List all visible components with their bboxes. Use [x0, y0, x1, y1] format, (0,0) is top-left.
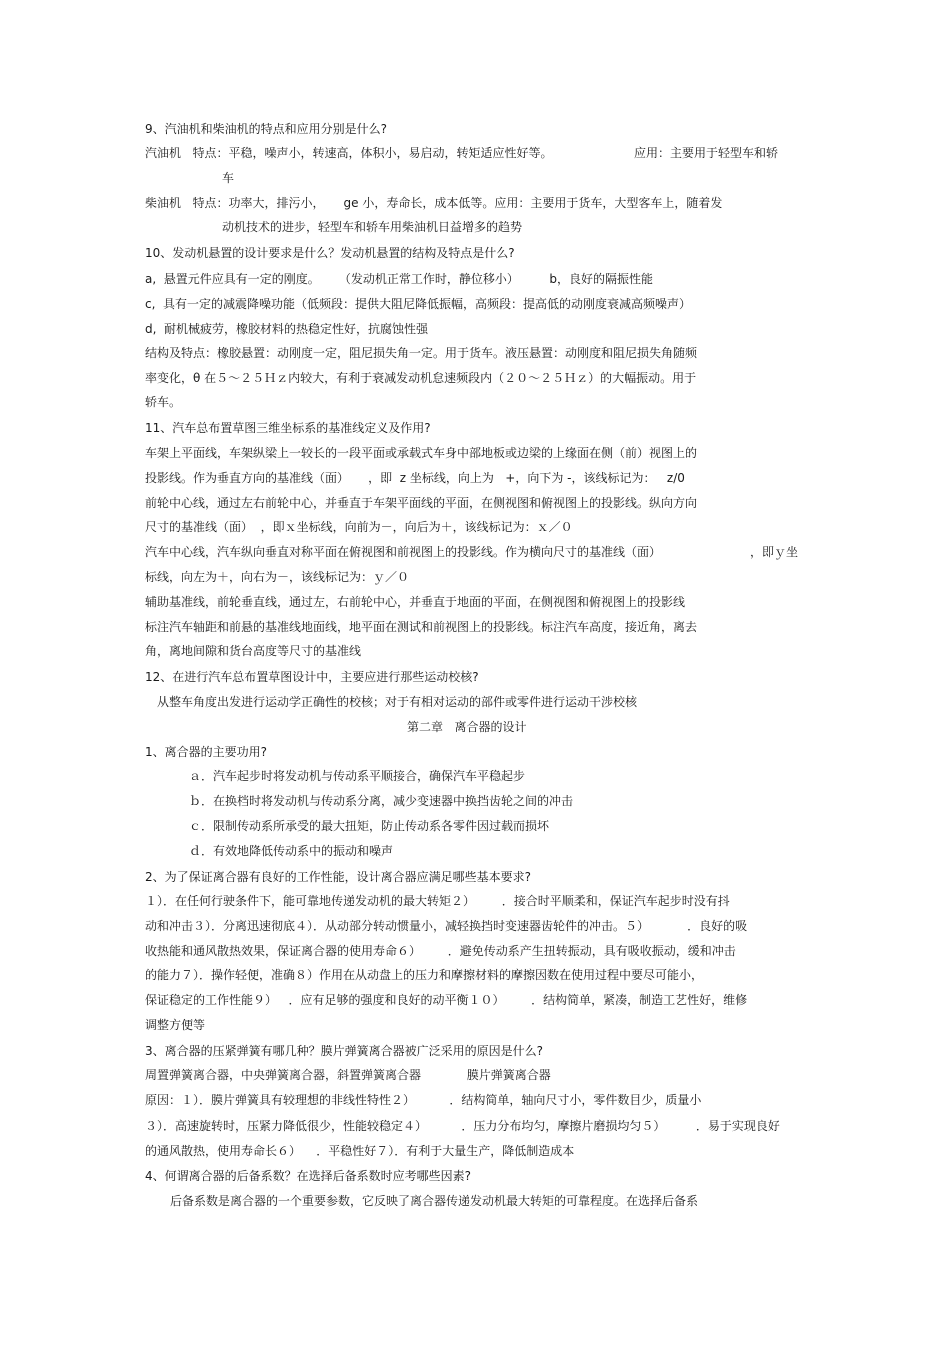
- mount-structure-line-2: 率变化，θ 在５～２５Ｈｚ内较大，有利于衰减发动机怠速频段内（２０～２５Ｈｚ）的大幅振动。用于: [145, 371, 697, 385]
- ground-line-2: 角，离地间隙和货台高度等尺寸的基准线: [145, 644, 362, 658]
- reasons-line-3: 的通风散热，使用寿命长６） ．平稳性好７）．有利于大量生产，降低制造成本: [145, 1144, 575, 1158]
- clutch-function-b: ｂ．在换档时将发动机与传动系分离，减少变速器中换挡齿轮之间的冲击: [189, 794, 574, 808]
- vehicle-centerline-line-1-tail: ，即ｙ坐: [750, 545, 799, 559]
- clutch-function-a: ａ．汽车起步时将发动机与传动系平顺接合，确保汽车平稳起步: [189, 769, 526, 783]
- backup-factor-answer: 后备系数是离合器的一个重要参数，它反映了离合器传递发动机最大转矩的可靠程度。在选择后备系: [170, 1194, 699, 1208]
- requirement-d: d, 耐机械疲劳，橡胶材料的热稳定性好，抗腐蚀性强: [145, 322, 429, 336]
- question-11-heading: 11、汽车总布置草图三维坐标系的基准线定义及作用?: [145, 421, 431, 435]
- requirements-line-4: 的能力７）．操作轻便，准确８）作用在从动盘上的压力和摩擦材料的摩擦因数在使用过程中要尽可能小，: [145, 968, 704, 982]
- mount-structure-line-3: 轿车。: [145, 395, 182, 409]
- requirements-line-6: 调整方便等: [145, 1018, 206, 1032]
- requirement-c: c, 具有一定的减震降噪功能（低频段：提供大阻尼降低振幅，高频段：提高低的动刚度衰减高频噪声）: [145, 297, 692, 311]
- reasons-line-1: 原因：１）．膜片弹簧具有较理想的非线性特性２） ．结构简单，轴向尺寸小，零件数目少，质量小: [145, 1093, 702, 1107]
- question-10-heading: 10、发动机悬置的设计要求是什么？发动机悬置的结构及特点是什么?: [145, 246, 515, 260]
- vehicle-centerline-line-1: 汽车中心线，汽车纵向垂直对称平面在俯视图和前视图上的投影线。作为横向尺寸的基准线（面）: [145, 545, 662, 559]
- front-wheel-center-line-2: 尺寸的基准线（面） ，即ｘ坐标线，向前为－，向后为＋，该线标记为：ｘ／０: [145, 520, 573, 534]
- frame-plane-line-1: 车架上平面线，车架纵梁上一较长的一段平面或承载式车身中部地板或边梁的上缘面在侧（前）视图上的: [145, 446, 698, 460]
- requirements-line-1: １）．在任何行驶条件下，能可靠地传递发动机的最大转矩２） ．接合时平顺柔和，保证汽车起步时没有抖: [145, 894, 730, 908]
- requirements-line-5: 保证稳定的工作性能９） ．应有足够的强度和良好的动平衡１０） ．结构简单，紧凑，制造工艺性好，维修: [145, 993, 748, 1007]
- mount-structure-line-1: 结构及特点：橡胶悬置：动刚度一定，阻尼损失角一定。用于货车。液压悬置：动刚度和阻尼损失角随频: [145, 346, 698, 360]
- clutch-question-4: 4、何谓离合器的后备系数？在选择后备系数时应考哪些因素?: [145, 1169, 472, 1183]
- requirements-line-2: 动和冲击３）．分离迅速彻底４）．从动部分转动惯量小，减轻换挡时变速器齿轮件的冲击。５） ．良好的吸: [145, 919, 748, 933]
- clutch-question-2: 2、为了保证离合器有良好的工作性能，设计离合器应满足哪些基本要求?: [145, 870, 532, 884]
- requirements-line-3: 收热能和通风散热效果，保证离合器的使用寿命６） ．避免传动系产生扭转振动，具有吸收振动，缓和冲击: [145, 944, 736, 958]
- spring-types: 周置弹簧离合器，中央弹簧离合器，斜置弹簧离合器 膜片弹簧离合器: [145, 1068, 551, 1082]
- question-12-heading: 12、在进行汽车总布置草图设计中，主要应进行那些运动校核?: [145, 670, 479, 684]
- frame-plane-line-2: 投影线。作为垂直方向的基准线（面） ，即 z 坐标线，向上为 +，向下为 -，该线标记为： z/0: [145, 471, 685, 485]
- question-12-answer: 从整车角度出发进行运动学正确性的校核；对于有相对运动的部件或零件进行运动干涉校核: [157, 695, 638, 709]
- gasoline-engine-application-cont: 车: [222, 171, 235, 185]
- clutch-question-1: 1、离合器的主要功用?: [145, 745, 268, 759]
- diesel-engine-features: 柴油机 特点：功率大，排污小， ge 小，寿命长，成本低等。应用：主要用于货车，大型客车上，随着发: [145, 196, 723, 210]
- diesel-engine-features-cont: 动机技术的进步，轻型车和轿车用柴油机日益增多的趋势: [222, 220, 523, 234]
- front-wheel-center-line-1: 前轮中心线，通过左右前轮中心，并垂直于车架平面线的平面，在侧视图和俯视图上的投影线。纵向方向: [145, 496, 698, 510]
- reasons-line-2: ３）．高速旋转时，压紧力降低很少，性能较稳定４） ．压力分布均匀，摩擦片磨损均匀５） ．易于实现良好: [145, 1119, 780, 1133]
- gasoline-engine-features: 汽油机 特点：平稳，噪声小，转速高，体积小，易启动，转矩适应性好等。: [145, 146, 553, 160]
- ground-line-1: 标注汽车轴距和前悬的基准线地面线，地平面在测试和前视图上的投影线。标注汽车高度，接近角，离去: [145, 620, 698, 634]
- requirement-a: a, 悬置元件应具有一定的刚度。 （发动机正常工作时，静位移小） b，良好的隔振性能: [145, 272, 654, 286]
- clutch-function-d: ｄ．有效地降低传动系中的振动和噪声: [189, 844, 394, 858]
- gasoline-engine-application: 应用：主要用于轻型车和轿: [634, 146, 779, 160]
- chapter-2-title: 第二章 离合器的设计: [407, 720, 527, 734]
- vehicle-centerline-line-2: 标线，向左为＋，向右为－，该线标记为：ｙ／０: [145, 570, 410, 584]
- clutch-question-3: 3、离合器的压紧弹簧有哪几种？膜片弹簧离合器被广泛采用的原因是什么?: [145, 1044, 544, 1058]
- auxiliary-line-1: 辅助基准线，前轮垂直线，通过左，右前轮中心，并垂直于地面的平面，在侧视图和俯视图上的投影线: [145, 595, 686, 609]
- clutch-function-c: ｃ．限制传动系所承受的最大扭矩，防止传动系各零件因过载而损坏: [189, 819, 550, 833]
- question-9-heading: 9、汽油机和柴油机的特点和应用分别是什么?: [145, 122, 388, 136]
